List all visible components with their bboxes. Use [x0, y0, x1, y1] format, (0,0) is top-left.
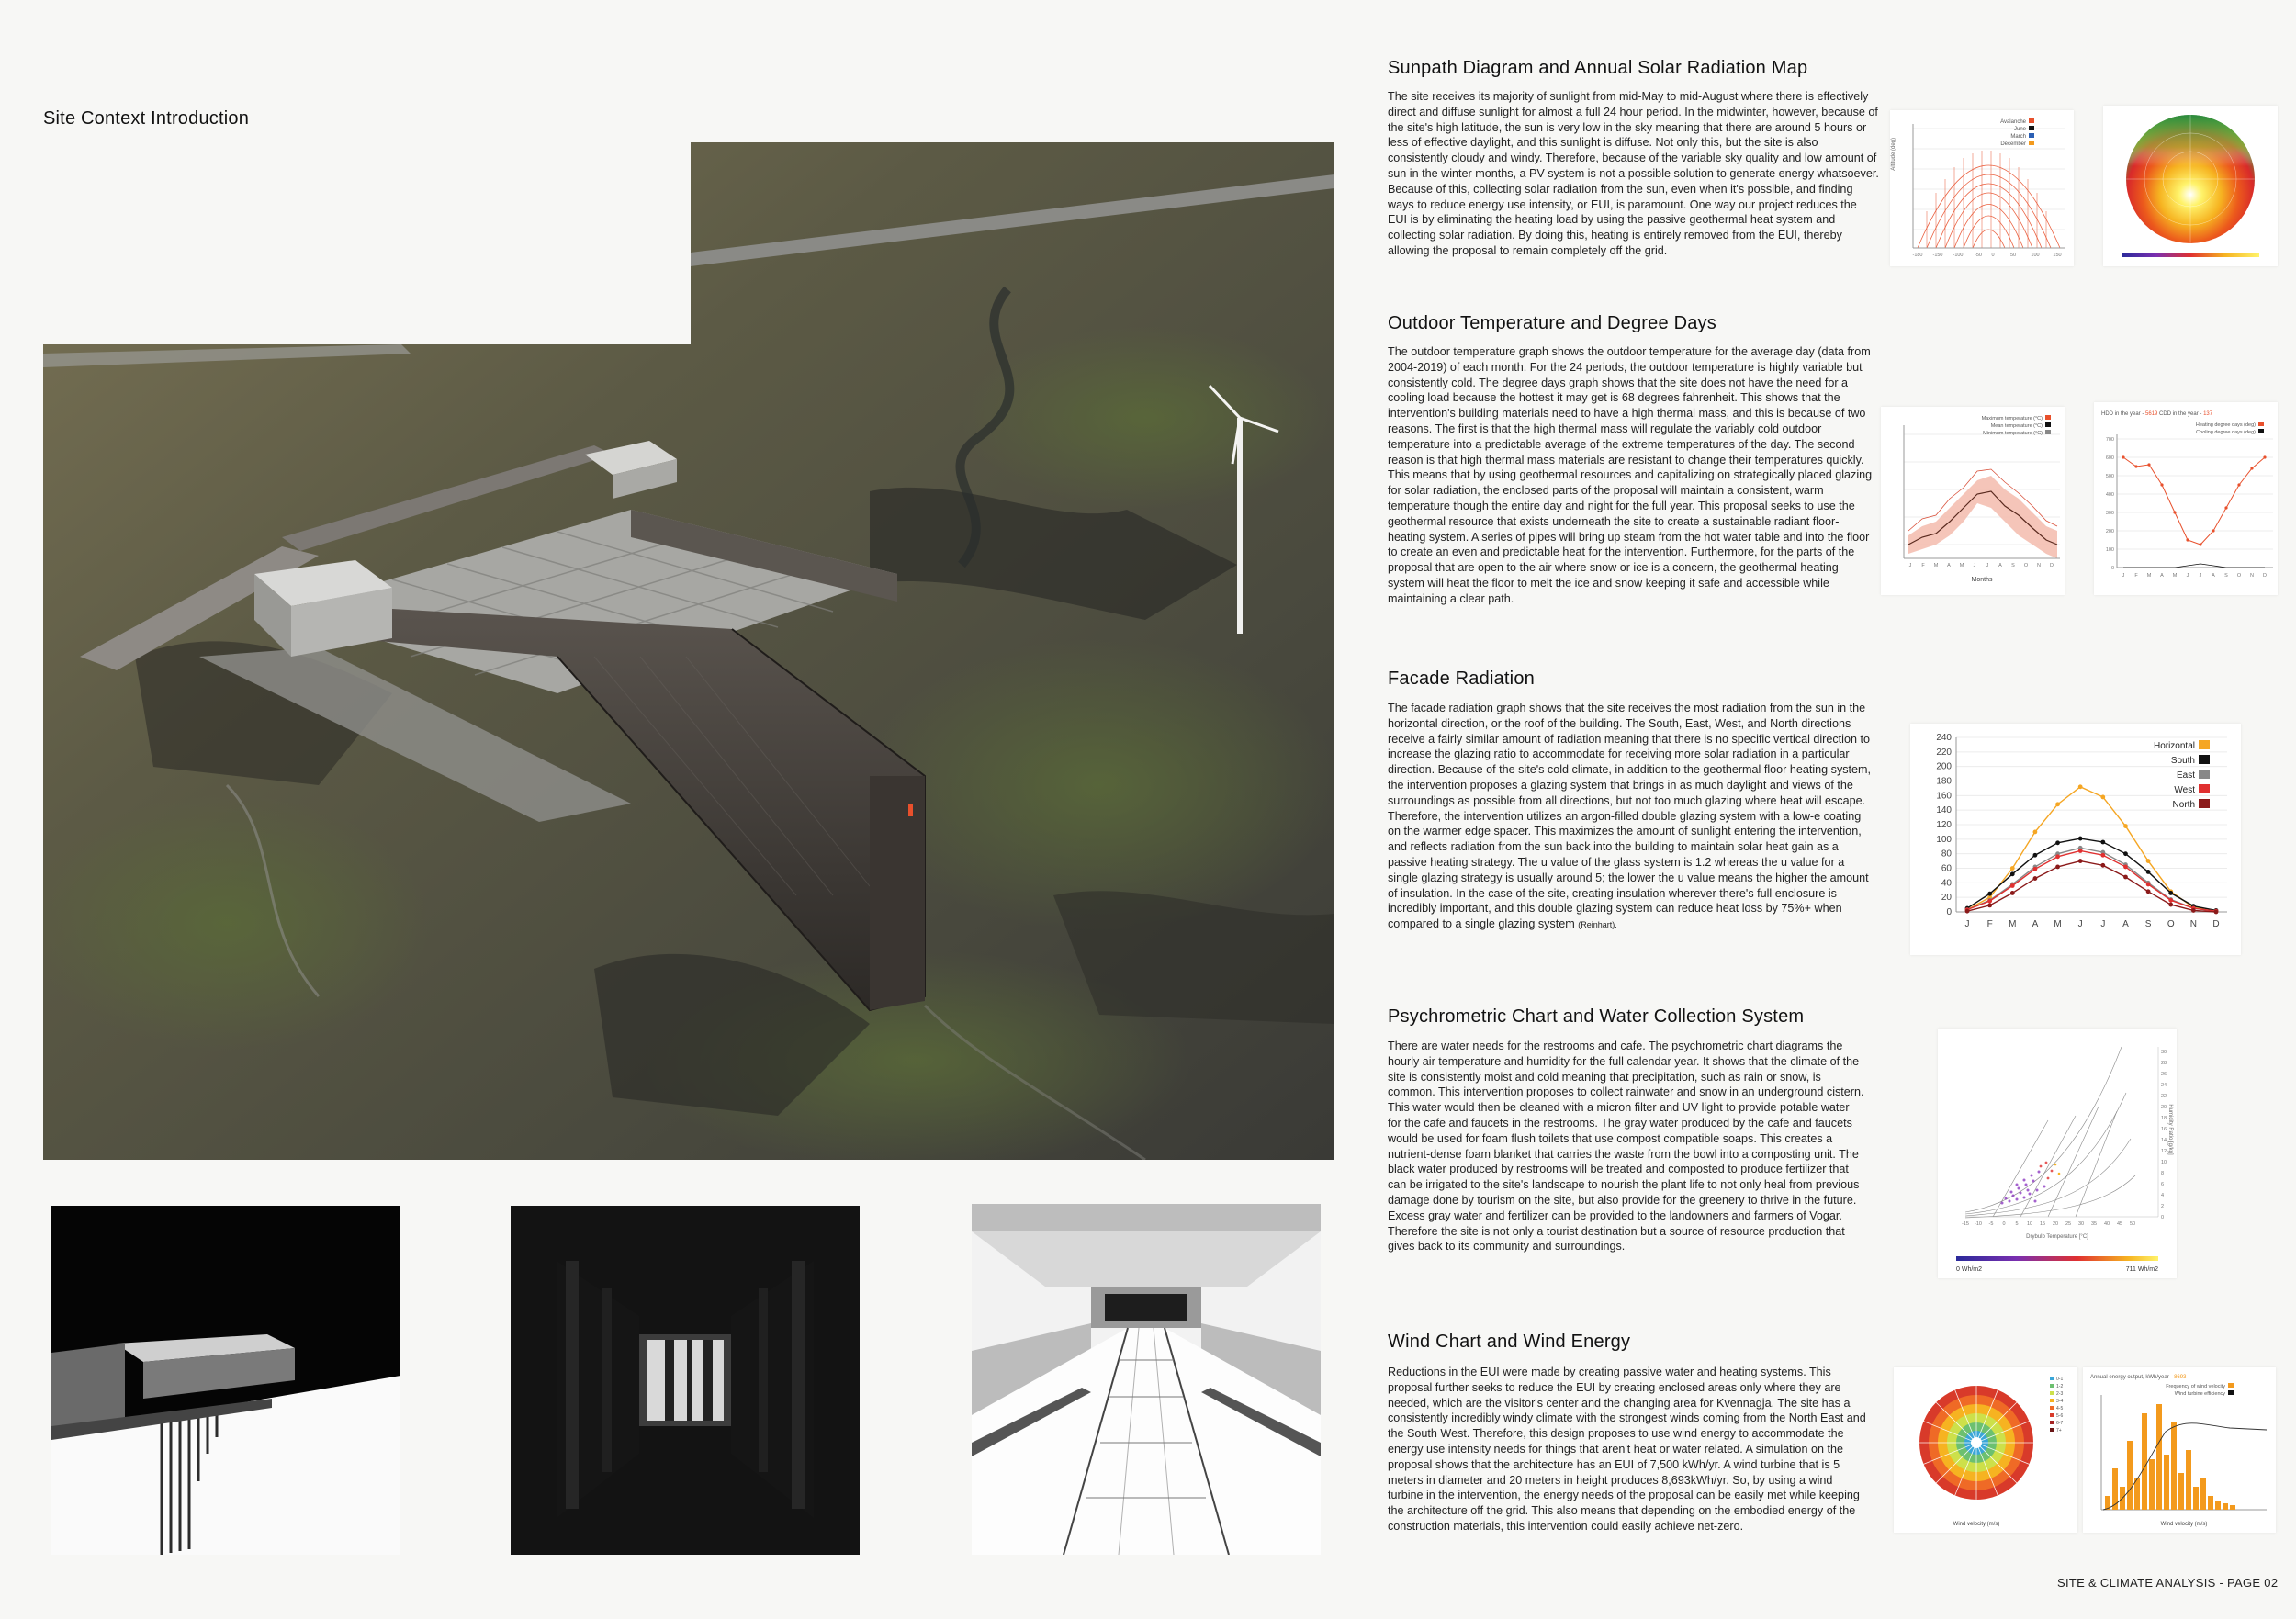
sunpath-xtick-6: 100 — [2031, 253, 2040, 258]
temp-xtick-5: J — [1973, 563, 1976, 568]
psychro-ytick-15: 30 — [2161, 1050, 2167, 1055]
facade-data-point — [2123, 875, 2128, 880]
facade-data-point — [2078, 859, 2083, 863]
facade-data-point — [2010, 891, 2015, 895]
facade-data-point — [2010, 871, 2015, 876]
temp-legend-1: Mean temperature (°C) — [1990, 423, 2043, 429]
facade-paragraph-text: The facade radiation graph shows that the site receives the most radiation from the sun in the horizontal direction, or the roof of the building. The South, East, West, and North directions receive a fairly similar amount of radiation meaning that there is no specific vertical direction to increase the glazing ratio to accommodate for receiving more solar radiation in a particular direction. Because of the site's cold climate, in addition to the geothermal floor heating system, the intervention proposes a glazing system that brings in as much daylight and views of the surroundings as possible from all directions, but not too much glazing where heat will escape. Therefore, the intervention utilizes an argon-filled double glazing system with a low-e coating on the warmer edge spacer. This maximizes the amount of sunlight entering the intervention, and reflects radiation from the sun back into the building to maintain solar heat gain as a passive heating strategy. The u value of the glass system is 1.2 whereas the u value for a single glazing strategy is usually around 5; the lower the u value means the higher the amount of insulation. In the case of the site, creating insulation wherever there's full enclosure is incredibly important, and this double glazing system can reduce heat loss by 75%+ when compared to a single glazing system — [1388, 702, 1872, 931]
wind-energy-legend-0: Frequency of wind velocity — [2166, 1384, 2225, 1389]
temperature-paragraph: The outdoor temperature graph shows the outdoor temperature for the average day (data from 2004-2019) of each month. For the 24 periods, the outdoor temperature is highly variable but consistently cold. The degree days graph shows that the site does not have the need for a cooling load because the hottest it may get is 68 degrees fahrenheit. This shows that the intervention's building materials need to have a high thermal mass, and this is because of two reasons. The first is that the high thermal mass will regulate the variably cold outdoor temperature into a predictable average of the extreme temperatures of the day. The second reason is that high thermal mass materials are resistant to change their temperatures quickly. This means that by using geothermal resources and capitalizing on strategically placed glazing for solar radiation, the enclosed parts of the proposal will maintain a consistent, warm temperature though the entire day and night for the full year. This proposal seeks to use the geothermal resource that exists underneath the site to create a sustainable radiant floor-heating system. A series of pipes will bring up steam from the hot water table and into the floor to create an even and predictable heat for the intervention. Furthermore, for the parts of the proposal that are open to the air where snow or ice is a concern, the geothermal heating system will heat the floor to melt the ice and snow keeping it safe and accessible while maintaining a clear path. — [1388, 345, 1873, 605]
facade-ytick-label: 160 — [1936, 791, 1952, 802]
degree-xtick-1: F — [2134, 573, 2138, 579]
temp-xlabel: Months — [1971, 577, 1993, 583]
facade-legend-swatch — [2199, 740, 2210, 749]
temp-xtick-1: F — [1921, 563, 1925, 568]
facade-xtick-label: N — [2189, 919, 2197, 929]
degree-xtick-8: S — [2224, 573, 2228, 579]
wind-energy-chart — [2083, 1367, 2276, 1533]
temp-xtick-10: N — [2037, 563, 2041, 568]
temp-xtick-0: J — [1908, 563, 1912, 568]
sunpath-xtick-7: 150 — [2053, 253, 2062, 258]
psychro-ytick-12: 24 — [2161, 1083, 2167, 1088]
facade-data-point — [2100, 863, 2105, 868]
temp-xtick-7: A — [1998, 563, 2002, 568]
psychro-xtick-5: 10 — [2026, 1221, 2033, 1227]
degree-xtick-9: O — [2236, 573, 2242, 579]
temperature-heading: Outdoor Temperature and Degree Days — [1388, 313, 1716, 333]
psychro-ytick-10: 20 — [2161, 1105, 2167, 1110]
sunpath-xtick-3: -50 — [1975, 253, 1982, 258]
sunpath-xtick-1: -150 — [1932, 253, 1943, 258]
wind-energy-legend-1: Wind turbine efficiency — [2174, 1391, 2225, 1397]
wind-rose-chart — [1894, 1367, 2077, 1533]
temp-xtick-2: M — [1933, 563, 1939, 568]
facade-data-point — [2168, 891, 2173, 895]
facade-xtick-label: S — [2144, 919, 2152, 929]
psychro-ytick-6: 12 — [2161, 1149, 2167, 1154]
psychro-xtick-8: 25 — [2065, 1221, 2072, 1227]
psychro-ytick-3: 6 — [2161, 1182, 2165, 1187]
facade-data-point — [2033, 867, 2038, 871]
facade-ytick-label: 200 — [1936, 761, 1952, 772]
psychro-ytick-1: 2 — [2161, 1204, 2165, 1209]
degree-xtick-11: D — [2263, 573, 2267, 579]
psychro-xtick-2: -5 — [1988, 1221, 1994, 1227]
sunpath-paragraph: The site receives its majority of sunlight from mid-May to mid-August where there is effectively direct and diffuse sunlight for almost a full 24 hour period. In the midwinter, however, because of the site's high latitude, the sun is very low in the sky meaning that there are around 5 hours or less of effective daylight, and this sunlight is diffuse. Not only this, but the site is also consistently cloudy and windy. Therefore, because of the variable sky quality and low amount of sun in the winter months, a PV system is not a possible solution to generate energy whatsoever. Because of this, collecting solar radiation from the sun, even when it's possible, and finding ways to reduce energy use intensity, or EUI, is paramount. One way our project reduces the EUI is by eliminating the heating load by using the passive geothermal heat system and collecting solar radiation. By doing this, heating is entirely removed from the EUI, thereby allowing the proposal to remain completely off the grid. — [1388, 90, 1879, 257]
facade-legend-swatch — [2199, 799, 2210, 808]
facade-data-point — [2055, 802, 2060, 806]
facade-ytick-label: 0 — [1946, 907, 1952, 917]
facade-data-point — [2146, 870, 2151, 874]
sunpath-xtick-2: -100 — [1953, 253, 1964, 258]
facade-legend-label: North — [2172, 800, 2195, 810]
render-exterior-night — [51, 1206, 400, 1555]
site-intro-heading: Site Context Introduction — [43, 108, 250, 129]
psychro-ytick-11: 22 — [2161, 1094, 2167, 1099]
psychro-xtick-1: -10 — [1975, 1221, 1982, 1227]
facade-ytick-label: 80 — [1941, 849, 1952, 860]
degree-ytick-2: 200 — [2105, 529, 2114, 534]
psychro-ytick-9: 18 — [2161, 1116, 2167, 1121]
psychro-xtick-10: 35 — [2090, 1221, 2098, 1227]
temp-xtick-9: O — [2023, 563, 2029, 568]
psychro-ytick-7: 14 — [2161, 1138, 2167, 1143]
wind-heading: Wind Chart and Wind Energy — [1388, 1332, 1631, 1352]
facade-legend-swatch — [2199, 770, 2210, 779]
facade-heading: Facade Radiation — [1388, 669, 1535, 689]
psychro-xlabel: Drybulb Temperature [°C] — [2026, 1234, 2088, 1240]
sunpath-xtick-5: 50 — [2009, 253, 2017, 258]
facade-data-point — [2123, 851, 2128, 856]
degree-xtick-7: A — [2212, 573, 2215, 579]
sunpath-xtick-0: -180 — [1912, 253, 1923, 258]
render-interior-dark — [511, 1206, 860, 1555]
facade-data-point — [2078, 837, 2083, 841]
psychro-xtick-7: 20 — [2052, 1221, 2059, 1227]
psychro-xtick-6: 15 — [2039, 1221, 2046, 1227]
facade-data-point — [2010, 866, 2015, 871]
psychro-xtick-11: 40 — [2103, 1221, 2110, 1227]
facade-xtick-label: D — [2212, 919, 2220, 929]
psychro-ylabel: Humidity Ratio [g/kg] — [2167, 1104, 2173, 1155]
facade-ytick-label: 140 — [1936, 805, 1952, 816]
temp-legend-2: Minimum temperature (°C) — [1983, 431, 2043, 436]
facade-data-point — [2214, 910, 2219, 915]
wind-energy-xlabel: Wind velocity (m/s) — [2160, 1522, 2208, 1527]
facade-data-point — [2123, 824, 2128, 828]
facade-data-point — [2146, 883, 2151, 887]
wind-energy-title: Annual energy output, kWh/year - 8693 — [2090, 1375, 2187, 1380]
facade-citation: (Reinhart). — [1578, 920, 1617, 930]
sunpath-ylabel: Altitude (deg) — [1891, 138, 1896, 171]
psychro-ytick-8: 16 — [2161, 1127, 2167, 1132]
degree-xtick-3: A — [2160, 573, 2164, 579]
wind-legend-4: 4-5 — [2056, 1406, 2064, 1411]
degree-xtick-6: J — [2199, 573, 2202, 579]
temperature-chart — [1881, 407, 2065, 595]
degree-ytick-7: 700 — [2105, 437, 2114, 443]
facade-data-point — [2033, 830, 2038, 835]
degree-xtick-2: M — [2146, 573, 2152, 579]
psychro-ytick-0: 0 — [2161, 1215, 2165, 1220]
facade-xtick-label: F — [1986, 919, 1993, 929]
facade-data-point — [2191, 908, 2196, 913]
facade-data-point — [2123, 865, 2128, 870]
psychro-scale-min: 0 Wh/m2 — [1956, 1266, 1983, 1273]
facade-data-point — [2100, 853, 2105, 858]
facade-data-point — [1987, 903, 1992, 907]
temp-xtick-4: M — [1959, 563, 1964, 568]
degree-legend-0: Heating degree days (deg) — [2195, 422, 2256, 428]
wind-legend-1: 1-2 — [2056, 1384, 2064, 1389]
facade-data-point — [2055, 854, 2060, 859]
temp-xtick-3: A — [1947, 563, 1951, 568]
facade-data-point — [2146, 889, 2151, 894]
facade-legend-swatch — [2199, 784, 2210, 793]
psychro-ytick-2: 4 — [2161, 1193, 2165, 1198]
facade-data-point — [2078, 849, 2083, 853]
facade-legend-label: Horizontal — [2153, 741, 2195, 751]
facade-data-point — [1965, 909, 1970, 914]
page-footer: SITE & CLIMATE ANALYSIS - PAGE 02 — [2057, 1576, 2279, 1590]
aerial-render-illustration — [43, 142, 1334, 1160]
facade-legend-swatch — [2199, 755, 2210, 764]
psychro-xtick-4: 5 — [2015, 1221, 2019, 1227]
wind-legend-3: 3-4 — [2056, 1399, 2064, 1404]
facade-xtick-label: A — [2032, 919, 2039, 929]
facade-xtick-label: J — [2077, 919, 2083, 929]
facade-legend-label: West — [2174, 785, 2195, 795]
degree-xtick-5: J — [2186, 573, 2189, 579]
solar-radiation-map — [2103, 106, 2278, 266]
sunpath-heading: Sunpath Diagram and Annual Solar Radiation Map — [1388, 58, 1808, 78]
facade-xtick-label: A — [2122, 919, 2129, 929]
degree-xtick-0: J — [2122, 573, 2125, 579]
facade-ytick-label: 120 — [1936, 820, 1952, 830]
wind-legend-2: 2-3 — [2056, 1391, 2064, 1397]
degree-xtick-10: N — [2250, 573, 2254, 579]
temp-xtick-6: J — [1986, 563, 1989, 568]
facade-data-point — [2078, 784, 2083, 789]
facade-data-point — [2100, 840, 2105, 845]
sunpath-legend-3: December — [2000, 141, 2026, 147]
sunpath-legend-0: Avalanche — [2000, 119, 2026, 125]
sunpath-xtick-4: 0 — [1991, 253, 1995, 258]
facade-ytick-label: 100 — [1936, 834, 1952, 845]
psychro-xtick-13: 50 — [2129, 1221, 2136, 1227]
psychrometric-chart — [1938, 1029, 2177, 1278]
facade-ytick-label: 220 — [1936, 747, 1952, 758]
facade-data-point — [2055, 865, 2060, 870]
facade-ytick-label: 20 — [1941, 893, 1952, 904]
wind-legend-0: 0-1 — [2056, 1377, 2064, 1382]
psychro-scale-max: 711 Wh/m2 — [2125, 1266, 2158, 1273]
wind-rose-label: Wind velocity (m/s) — [1953, 1522, 2000, 1527]
psychro-heading: Psychrometric Chart and Water Collection System — [1388, 1006, 1805, 1027]
psychro-ytick-13: 26 — [2161, 1072, 2167, 1077]
temp-xtick-11: D — [2050, 563, 2054, 568]
facade-xtick-label: M — [2054, 919, 2062, 929]
psychro-ytick-14: 28 — [2161, 1061, 2167, 1066]
psychro-ytick-5: 10 — [2161, 1160, 2167, 1165]
psychro-ytick-4: 8 — [2161, 1171, 2165, 1176]
facade-ytick-label: 40 — [1941, 878, 1952, 889]
degree-days-title: HDD in the year - 5619 CDD in the year - 137 — [2101, 411, 2213, 417]
psychro-xtick-9: 30 — [2077, 1221, 2085, 1227]
facade-data-point — [2033, 853, 2038, 858]
facade-xtick-label: O — [2167, 919, 2175, 929]
degree-days-chart — [2094, 402, 2278, 595]
degree-ytick-4: 400 — [2105, 492, 2114, 498]
facade-data-point — [2168, 903, 2173, 907]
sunpath-chart — [1890, 110, 2074, 266]
facade-data-point — [2146, 859, 2151, 863]
sunpath-legend-2: March — [2010, 134, 2026, 140]
degree-xtick-4: M — [2172, 573, 2178, 579]
temp-xtick-8: S — [2011, 563, 2015, 568]
facade-paragraph — [1388, 701, 1874, 933]
facade-ytick-label: 180 — [1936, 776, 1952, 787]
wind-paragraph: Reductions in the EUI were made by creating passive water and heating systems. This proposal further seeks to reduce the EUI by creating enclosed areas only where they are needed, which are the visitor's center and the changing area for Kvennagja. The site has a consistently incredibly windy climate with the strongest winds coming from the North East and the South West. Therefore, this design proposes to use wind energy to accommodate the energy use intensity needs for things that aren't heat or water related. A simulation on the proposal shows that the architecture has an EUI of 7,500 kWh/yr. A wind turbine that is 5 meters in diameter and 20 meters in height produces 8,693kWh/yr. So, by using a wind turbine in the intervention, the energy needs of the proposal can be easily met while keeping the architecture off the grid. This also means that depending on the embodied energy of the construction materials, this intervention could easily achieve net-zero. — [1388, 1366, 1866, 1533]
facade-data-point — [2033, 876, 2038, 881]
wind-legend-5: 5-6 — [2056, 1413, 2064, 1419]
facade-legend-label: East — [2176, 770, 2195, 781]
degree-ytick-3: 300 — [2105, 511, 2114, 516]
psychro-xtick-12: 45 — [2116, 1221, 2123, 1227]
facade-data-point — [2100, 795, 2105, 800]
degree-ytick-6: 600 — [2105, 455, 2114, 461]
temp-legend-0: Maximum temperature (°C) — [1981, 416, 2043, 422]
facade-ytick-label: 240 — [1936, 733, 1952, 743]
degree-ytick-1: 100 — [2105, 547, 2114, 553]
facade-data-point — [2168, 898, 2173, 903]
degree-ytick-0: 0 — [2110, 566, 2114, 571]
sunpath-legend-1: June — [2013, 127, 2026, 132]
render-walkway — [972, 1204, 1321, 1555]
facade-data-point — [2010, 883, 2015, 888]
psychro-paragraph: There are water needs for the restrooms and cafe. The psychrometric chart diagrams the hourly air temperature and humidity for the full calendar year. It shows that the climate of the site is consistently moist and cold meaning that precipitation, such as rain or snow, is common. This intervention proposes to collect rainwater and snow in an underground cistern. This water would then be cleaned with a micron filter and UV light to provide potable water for the cafe and faucets in the restrooms. The gray water produced by the cafe and faucets would be used for foam flush toilets that use compost compatible soaps. This creates a nutrient-dense foam blanket that carries the waste from the bowl into a composting unit. The black water produced by restrooms will be treated and composted to produce fertilizer that can be irrigated to the site's landscape to nourish the plant life to not only heal from previous damage done by tourism on the site, but also provide for the greenery to thrive in the future. Excess gray water and fertilizer can be provided to the landowners and farmers of Vogar. Therefore the site is not only a tourist destination but a source of resource production that gives back to its community and surroundings. — [1388, 1040, 1864, 1254]
degree-legend-1: Cooling degree days (deg) — [2196, 430, 2256, 435]
facade-data-point — [1987, 899, 1992, 904]
wind-legend-6: 6-7 — [2056, 1421, 2064, 1426]
facade-data-point — [2055, 840, 2060, 845]
facade-xtick-label: J — [2100, 919, 2106, 929]
facade-data-point — [1987, 892, 1992, 896]
facade-xtick-label: J — [1964, 919, 1970, 929]
facade-legend-label: South — [2170, 756, 2195, 766]
wind-legend-7: 7+ — [2056, 1428, 2062, 1433]
facade-xtick-label: M — [2009, 919, 2017, 929]
facade-radiation-chart — [1910, 724, 2241, 955]
psychro-xtick-0: -15 — [1962, 1221, 1969, 1227]
psychro-xtick-3: 0 — [2002, 1221, 2006, 1227]
aerial-render — [43, 142, 1334, 1160]
degree-ytick-5: 500 — [2105, 474, 2114, 479]
facade-ytick-label: 60 — [1941, 863, 1952, 874]
